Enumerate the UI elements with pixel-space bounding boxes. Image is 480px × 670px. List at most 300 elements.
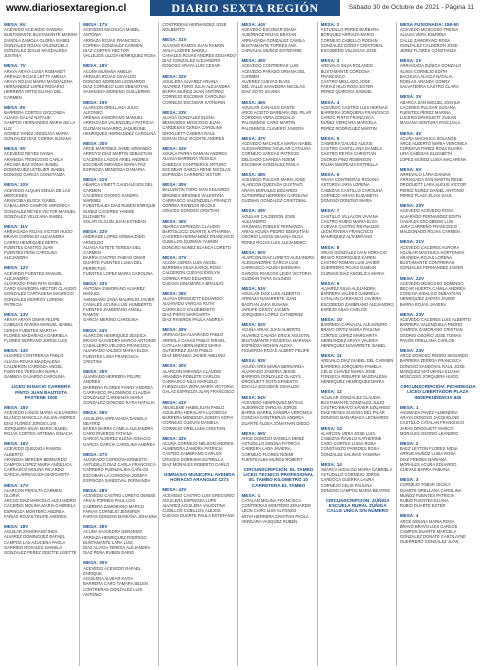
- vocal-name: RUBIO FUENTES ELIANA: [399, 498, 449, 504]
- vocal-name: BRIONES BRIONES VALENTINA: [162, 192, 224, 198]
- vocal-name: DIAZ FLORES JORGE LUIS: [4, 420, 57, 426]
- column-4: [241, 22, 317, 666]
- mesa-heading: MESA: 6: [320, 172, 340, 178]
- vocal-name: DONOSO GARCIA CONSTANZA: [4, 172, 65, 178]
- vocal-name: ESCOBEDO VILLEGAS JOSE: [320, 48, 377, 54]
- vocal-name: BARRERA SILVA KAROL ROSA: [162, 265, 222, 271]
- vocal-name: SOLAR OLGUIN JUAN ESTEBAN: [83, 218, 146, 224]
- mesa-entry: [83, 452, 157, 483]
- mesa-heading: MESA: 24V: [83, 327, 108, 333]
- vocal-name: CARRASCO ACUÑA BARBARA: [241, 265, 301, 271]
- vocal-name: OSORIO PINO ROBINSON: [320, 156, 372, 162]
- vocal-name: ALVARADO ZAMORA JESSE: [241, 368, 296, 374]
- mesa-heading: MESA: 2V: [399, 58, 422, 64]
- vocal-name: FUENTEALBA DIAZ RUBEN ENRIQUE: [83, 203, 156, 209]
- vocal-name: CASTRO MELLADO JOSE: [320, 79, 371, 85]
- vocal-name: MANRIQUEZ ALTAMIRANO: [320, 234, 373, 240]
- vocal-name: ALBORNOZ VARGAS JORGE: [241, 405, 298, 410]
- vocal-name: BARRERA JORQUERA PAMELA: [320, 363, 382, 369]
- vocal-name: JORQUERA LOPEZ CATHERINE: [241, 311, 304, 317]
- vocal-name: ARANEDA TRONCOSO CARLA: [4, 156, 64, 162]
- vocal-name: CUEVAS BARRA FABIANA: [399, 467, 450, 473]
- vocal-name: CANALES ACUÑA LUIS HUMBERTO: [83, 301, 152, 307]
- vocal-name: CONCHA HIDALGO SEBASTIAN: [399, 291, 462, 297]
- vocal-name: BRAVO BRAVO LUIS CARLOS: [399, 523, 458, 529]
- vocal-name: CACERES MOLINA MARIA GABRIELA: [4, 503, 76, 509]
- vocal-name: ALIAGA ASTETE TERESA DEL CARMEN: [83, 244, 141, 255]
- mesa-entry: [162, 400, 236, 431]
- mesa-heading: MESA: 20V: [399, 203, 425, 209]
- vocal-name: ALIAGA DROGUETT EDUARDO: [162, 296, 223, 302]
- mesa-heading: MESA: 9V: [4, 146, 26, 152]
- vocal-name: ASTUDILLO DIAZ CARLA FRANCISCA: [83, 462, 156, 468]
- vocal-name: GUTIERREZ JUAN PABLO: [162, 347, 213, 353]
- vocal-name: DUARTE ALDEA JONATHAN DIEGO: [241, 420, 310, 426]
- vocal-name: RUBIO DUARTE ESTER: [399, 503, 446, 509]
- vocal-name: CASTRO BRAVO XAVIER EDUARDO: [320, 405, 391, 410]
- vocal-name: ACEVEDO ACEVEDO SANDRA: [4, 27, 64, 33]
- vocal-name: AREVALO DIAZ ISABEL DEL CARMEN: [320, 358, 394, 364]
- vocal-name: ACUÑA CERDA LUIS ANGEL: [162, 259, 217, 265]
- vocal-name: DIAZ SOTO SILVINA: [241, 89, 281, 95]
- vocal-name: CONCHA CONTRERAS ANDREA: [241, 415, 304, 421]
- mesa-entry: [162, 487, 236, 518]
- vocal-name: CATALAN CARRASCO JAVIERA: [320, 296, 382, 302]
- vocal-name: AGUILAR GONZALEZ CLAUDIA: [320, 394, 381, 400]
- vocal-name: PEREZ ROJAS LUIS ALEJANDRO: [241, 239, 306, 245]
- vocal-name: DUARTE ORELLANA CAROLINA: [399, 487, 462, 493]
- mesa-entry: [400, 513, 476, 544]
- vocal-name: ACEVEDO ACEVEDO ROSA: [399, 208, 454, 214]
- mesa-heading: MESA: 3V: [399, 94, 422, 100]
- newspaper-masthead: DIARIO SEXTA REGIÓN: [150, 0, 340, 16]
- vocal-name: MALDONADO ROJAS CARMEN: [399, 229, 460, 235]
- vocal-name: CORNEJO ARAYA ELIZABETH: [320, 192, 379, 198]
- vocal-name: SANHUEZA MORENO GUILLERMO: [83, 89, 151, 95]
- vocal-name: ALVARADO HERRERA FELIPE ANDRES: [83, 374, 142, 385]
- vocal-name: ALVAREZ SILVA ALEJANDRA: [320, 285, 376, 291]
- vocal-name: CORREA GONZALEZ CARMEN: [83, 42, 143, 48]
- vocal-name: CORNEJO TOBAR GICELY: [399, 482, 451, 488]
- mesa-heading: MESA: 31V: [162, 37, 187, 43]
- vocal-name: ARCE MARTINEZ JAIME ARMANDO: [83, 146, 152, 152]
- mesa-entry: [241, 100, 315, 131]
- vocal-name: GONZALEZ ROJAS VALENZUELA: [4, 42, 69, 48]
- vocal-name: DIAZ PINTO MARGARITA: [162, 311, 211, 317]
- vocal-name: BARRERA CARO TAMARA BELEN: [83, 581, 148, 587]
- vocal-name: JARAS DROGUETT MARCO: [399, 425, 454, 431]
- vocal-name: ARIAS GONZALEZ IVAN HORACIO: [320, 249, 387, 255]
- vocal-name: PALOMINOS CLAVERO JAVIERA: [241, 125, 304, 131]
- vocal-name: FLORES MADARIAGA GABRIELA: [4, 332, 68, 338]
- vocal-name: CARO CORTES LUISA ROSA: [320, 441, 377, 447]
- vocal-name: DELGADO CHANDIA NOEMI: [241, 156, 296, 162]
- vocal-name: CAMPOS HERNANDEZ MARIA DE LA LUZ: [4, 120, 75, 131]
- vocal-name: ARRUE MUÑOZ LUISA ROSA: [399, 451, 456, 457]
- vocal-name: CARRASCO MOLINA RICARDO: [4, 467, 64, 473]
- vocal-name: AHUMADA ROBLES FERNANDA: [241, 223, 304, 229]
- vocal-name: MAGANA VENTURA PASCUALA: [399, 120, 461, 126]
- vocal-name: AGUILAR DIAZ LUIS ALBERTO: [241, 291, 301, 297]
- mesa-heading: MESA: 11V: [4, 223, 28, 229]
- mesa-heading: MESA: 37V: [162, 254, 187, 260]
- mesa-heading: MESA: 28V: [83, 488, 108, 494]
- vocal-name: ACEVEDO MOSCOSO FRESIA: [399, 27, 459, 33]
- vocal-name: CARDENAS CERDA CAROLINA: [162, 125, 223, 131]
- vocal-name: CONTRERAS HERNANDEZ JOSE NOLBERTO: [162, 22, 227, 33]
- mesa-entry: [321, 58, 395, 94]
- mesa-heading: MESA: 13: [320, 425, 342, 431]
- vocal-name: BAEZ LEYTON FLORES NIDIA: [399, 446, 458, 452]
- mesa-entry: [162, 327, 236, 358]
- vocal-name: CONTRERAS MONTERO EDUARDO: [241, 503, 311, 509]
- vocal-name: ALVARADO VARGAS RUTH: [162, 301, 215, 307]
- mesa-heading: MESA FUSIONADA: 158-50: [399, 22, 459, 27]
- mesa-entry: [4, 441, 78, 477]
- vocal-name: ARIAS FORNES PAUL LUIS: [83, 498, 136, 504]
- mesa-heading: MESA: 51V: [241, 285, 266, 291]
- mesa-heading: MESA: 4: [399, 513, 419, 519]
- vocal-name: FUENZALIDA ZERA MARIA VICTORIA: [162, 384, 234, 390]
- column-1: [4, 22, 80, 666]
- vocal-name: ARRIAZA ROJAS LETTY AMELIA: [4, 73, 67, 79]
- mesa-entry: [162, 110, 236, 141]
- vocal-name: ARANEDA MERCER BERNARDO: [4, 456, 67, 462]
- mesa-heading: MESA: 5V: [399, 166, 422, 172]
- vocal-name: CARO RIVEROS TATIANA: [83, 431, 133, 437]
- vocal-name: ARRIAGADA ZUÑIGA GONZALO: [399, 63, 462, 69]
- vocal-name: CANALES ROJAS ANDRES EDUARDO: [162, 53, 236, 59]
- vocal-name: MARQUEZ MATURANA ELIANA: [399, 368, 460, 374]
- vocal-name: FARIAS CORNEJO JENNIFER: [83, 508, 141, 514]
- mesa-heading: MESA: 30V: [83, 560, 108, 566]
- vocal-name: DIAZ FREDES MARIANA: [399, 456, 447, 462]
- mesa-heading: MESA: 55V: [241, 430, 266, 436]
- vocal-name: GONZALEZ DIAZ CORINA SUSANA: [4, 136, 72, 142]
- mesa-heading: MESA: 12V: [4, 265, 29, 271]
- vocal-name: ESCOBEDO ZAMBRANO ALEJANDRO: [320, 301, 394, 307]
- vocal-name: PEREZ QUIROGA SAMUEL: [320, 89, 373, 95]
- vocal-name: CABRERA LARA JAVIERA: [241, 446, 291, 452]
- dateline: Sábado 30 de Octubre de 2021 - Página 11: [348, 4, 474, 11]
- mesa-entry: [321, 317, 395, 348]
- vocal-name: CASTILLO VILLALON VIVIANA: [320, 213, 379, 219]
- mesa-entry: [321, 208, 395, 239]
- column-2: [83, 22, 159, 666]
- vocal-name: BARRERA VALENZUELA PEDRO: [399, 322, 463, 328]
- vocal-name: GONZALEZ MONROY LORENA PATRICIA: [4, 296, 64, 307]
- vocal-name: ESPEJO SILVA CARLOS: [320, 306, 367, 312]
- vocal-name: CORDOVA VERA GONZALO: [241, 115, 295, 121]
- mesa-entry: [241, 136, 315, 167]
- vocal-name: ROBLAS ARANDA CONNY: [399, 79, 451, 85]
- mesa-entry: [4, 146, 78, 177]
- vocal-name: ALESSANDRINI GARCIA LUIS: [241, 260, 299, 266]
- vocal-name: CERDA FUENTES MARTHA: [4, 327, 57, 333]
- mesa-entry: [83, 281, 157, 323]
- vocal-name: GUZMAN GONZALEZ CRISTOBAL: [241, 198, 307, 204]
- vocal-name: FUENTES CASTRO JUAN: [4, 244, 54, 250]
- mesa-heading: MESA: 29V: [83, 524, 108, 530]
- vocal-name: GONZALEZ VELIZ ANA ISABEL: [4, 213, 64, 219]
- vocal-name: ARAYA DONOSO JACQUELINE: [399, 415, 460, 421]
- vocal-name: BARRERA JORQUERA FRANCISCO: [320, 110, 390, 116]
- vocal-name: ARCE ACEITO BARBARA DEL PILAR: [241, 110, 312, 116]
- mesa-heading: MESA: 35V: [162, 182, 187, 188]
- vocal-name: HERNANDEZ LOPEZ ROSARIO: [4, 84, 65, 90]
- vocal-name: ESCOBAR GONZALEZ PAOLA: [241, 161, 300, 167]
- vocal-name: CALLE ZAMORANO ROSA: [399, 37, 451, 43]
- vocal-name: BUSTAMANTE TORRES ANA: [241, 42, 297, 48]
- mesa-entry: [83, 229, 157, 276]
- vocal-name: BORQUEZ ARRIAZA MARIO: [320, 32, 374, 38]
- vocal-name: HENRIQUEZ HENRIQUEZ MARIA: [320, 379, 385, 385]
- mesa-entry: [321, 389, 395, 420]
- vocal-name: CARDOCA GUERRA LAURA: [320, 477, 375, 483]
- vocal-name: CELIS CHAVEZ MARIA JOSE: [320, 368, 376, 374]
- vocal-name: ACEVEDO FUENTES MANUEL ALEJANDRO: [4, 270, 63, 281]
- vocal-name: ESPINOZA SANDOVAL FERNANDA: [83, 477, 151, 483]
- mesa-heading: MESA: 40V: [162, 363, 187, 369]
- vocal-name: DONOSO DONOSO MARIA: [320, 198, 373, 204]
- mesa-heading: MESA: 49V: [241, 208, 266, 214]
- mesa-heading: MESA: 23V: [399, 311, 425, 317]
- venue-heading: CIRCUNSCRIPCIÓN: ZÚÑIGA ESCUELA RURAL ZÚÑIGA CALLE ÚNICA S/N NÚMERO: [325, 498, 390, 514]
- vocal-name: ACEVEDO ALQUIN EMILIA DE LAS MERCEDES: [4, 187, 71, 198]
- vocal-name: GONZALEZ CARTAGENA MAURICIO: [4, 291, 74, 297]
- mesa-entry: [400, 58, 476, 89]
- vocal-name: ALVARADO VALDES MARIA ELISA: [83, 348, 149, 354]
- vocal-name: GONZALEZ DONATE CAROLAYNE: [399, 534, 466, 540]
- mesa-heading: MESA: 2: [399, 441, 419, 447]
- vocal-name: AGUILAR CALDERON JOSE ALEJANDRO: [241, 213, 296, 224]
- mesa-entry: [162, 436, 236, 467]
- vocal-name: BENAVIDES MOSCOSO JUAN: [162, 120, 220, 126]
- vocal-name: FUENTES ZAMORANO ANGEL RAMON: [83, 306, 142, 318]
- vocal-name: BARRERA CORTES GIOCONDA: [4, 110, 66, 116]
- mesa-heading: MESA: 12: [320, 389, 342, 395]
- vocal-name: CAMPOS ZAMORANO CRISTIAN: [399, 327, 463, 333]
- vocal-name: CASTRO CANTILLANA DANIELA: [320, 146, 383, 152]
- vocal-name: CAMPOS DUARTE MARCELA: [399, 529, 457, 535]
- mesa-heading: MESA: 32V: [162, 73, 187, 79]
- vocal-name: AGUILERA ESPINOZA LUPE: [162, 497, 217, 503]
- vocal-name: ACEVEDO MACHUCA MARIA ISABEL: [241, 141, 313, 147]
- mesa-entry: [241, 208, 315, 244]
- vocal-name: ARRIAGADA GONZALEZ CAMILA: [241, 37, 305, 43]
- mesa-entry: [321, 462, 395, 493]
- mesa-heading: MESA: 50V: [241, 249, 266, 255]
- vocal-name: DROGUETT LARA ALEXIS VICTOR: [399, 182, 467, 188]
- mesa-entry: [400, 131, 476, 162]
- vocal-name: BARTOLUCCI DUARTE KATHARINA: [162, 228, 231, 234]
- vocal-name: FUENTEALBA MUÑOZ ROBERT: [241, 456, 303, 462]
- mesa-heading: MESA: 8V: [4, 104, 26, 110]
- vocal-name: DONOSO MORENO LEONARDO: [83, 79, 146, 85]
- vocal-name: JARUFE OSSOY JACMIN: [241, 306, 290, 312]
- vocal-name: CANALES ESCOBEDO LUIS: [399, 218, 454, 224]
- vocal-name: BARRERA CARVAJAL ALEJANDRO: [320, 322, 388, 328]
- vocal-name: ABARCA VINETT CAUDALEJOS DEL CARMEN: [83, 182, 153, 193]
- vocal-name: LUCERO DROGUETT SUSAN: [399, 115, 457, 121]
- vocal-name: LIRA CABEZAS ELIZABETH: [399, 151, 453, 157]
- vocal-name: ACEVEDO MACHUCA MABEL ANTONIA: [83, 27, 140, 38]
- vocal-name: DURAN DIAZ VICENTE ANDRES: [162, 135, 225, 141]
- vocal-name: ACUÑA MUNAÑA AMELIA: [83, 68, 132, 74]
- mesa-entry: [162, 74, 236, 105]
- mesa-heading: MESA: 7: [320, 208, 340, 214]
- vocal-name: ARENAS ZAMORANO MANUEL: [83, 115, 143, 121]
- vocal-name: AGUILAR MACHUCA HORTENSIA: [399, 249, 465, 255]
- vocal-name: BUSTAMANTE GONZALEZ JULIO: [320, 399, 385, 405]
- vocal-name: ACUÑA CORNEJO NELSON ANDRES: [162, 441, 234, 447]
- mesa-heading: MESA: 1: [241, 492, 261, 498]
- vocal-name: ALARCON ORELLANA JULIO ALFONSO: [83, 104, 139, 116]
- venue-heading: GIMNASIO MUNICIPAL AVENIDA HORACIO ARANGUIZ 1273: [163, 472, 235, 483]
- vocal-name: BUSTAMANTE CORDOVA FRANCISCO: [320, 68, 370, 79]
- mesa-entry: [241, 467, 315, 488]
- vocal-name: DROGUETT SOTO ERNESTO: [241, 379, 298, 385]
- vocal-name: GONZALEZ SALINAS YASMINA: [320, 451, 381, 457]
- mesa-entry: [241, 172, 315, 203]
- vocal-name: GONZALEZ REYES VICTOR MANUEL: [4, 208, 76, 214]
- column-5: [321, 22, 397, 666]
- vocal-name: GONZALEZ FERNANDEZ JAVIER: [399, 265, 464, 271]
- vocal-name: CORNEJO FLORES NOEMI: [241, 451, 294, 457]
- mesa-entry: [162, 291, 236, 322]
- vocal-name: ARCE DONOSO PEDRO SEGUNDO: [399, 353, 469, 359]
- vocal-name: ALBORNOZ ROJAS BRAYAN: [241, 32, 297, 38]
- vocal-name: ACEVEDO CASTRO LUIS GREGORIO: [162, 492, 235, 498]
- vocal-name: GONZALEZ CALDERON JOSE: [399, 42, 458, 48]
- vocal-name: CUBILLOS CUBILLOS ALEJOS: [162, 508, 221, 514]
- mesa-entry: [400, 348, 476, 379]
- vocal-name: CORREA PINO EDUARDO: [162, 275, 213, 281]
- mesa-entry: [83, 560, 157, 596]
- mesa-entry: [4, 348, 78, 379]
- mesa-entry: [400, 384, 476, 400]
- vocal-name: CUEVAS DINAMARCA BRAULIO: [162, 280, 224, 286]
- mesa-heading: MESA: 1: [399, 404, 419, 410]
- mesa-entry: [4, 483, 78, 519]
- mesa-heading: MESA: 53V: [241, 358, 266, 364]
- vocal-name: ALVAREZ TORO JULIA ALEJANDRA: [162, 84, 231, 90]
- mesa-entry: [321, 245, 395, 276]
- mesa-entry: [400, 405, 476, 436]
- vocal-name: ACUÑA ARIS MARIA BERNARDA: [241, 363, 304, 369]
- mesa-entry: [400, 477, 476, 508]
- vocal-name: CABEZAS RAVELO KATHERINE: [320, 436, 382, 442]
- venue-heading: CIRCUNSCRIPCIÓN: PICHIDEGUA LICEO LIBERTADOR PLAZA INDEPENDENCIA 840: [400, 384, 476, 400]
- site-url[interactable]: www.diariosextaregion.cl: [6, 3, 127, 14]
- vocal-name: ALVES CORNEJO EDITH: [399, 68, 448, 74]
- vocal-name: ARAYA MORALES EDUARDO: [241, 187, 298, 193]
- mesa-entry: [400, 94, 476, 125]
- vocal-name: ALVARADO CORDOVA ERNESTO: [83, 457, 148, 463]
- vocal-name: GALAZ ESPINOZA JUAN FRANCISCO: [162, 389, 235, 395]
- vocal-name: ALIAGA GONZALEZ ELENA: [162, 115, 215, 121]
- vocal-name: CUEVAS DUARTE PAULA ESTEFANIA: [162, 513, 235, 519]
- vocal-name: ARROYO DIAZ MARTIN SEBASTIAN: [83, 151, 153, 157]
- mesa-entry: [4, 224, 78, 260]
- vocal-name: ZAMOLA ZAMOLA GLORIA ISABEL: [4, 37, 71, 43]
- mesa-entry: [241, 58, 315, 94]
- vocal-name: ACEVEDO CACERES AURORA: [399, 244, 460, 250]
- vocal-name: ACUÑA MACHUCA SOLANGE: [399, 135, 457, 141]
- mesa-heading: MESA: 18V: [83, 63, 108, 69]
- vocal-name: CACERES OSORIO SANDRA MARIBEL: [83, 192, 139, 204]
- vocal-name: AGUILA PARRA DAMIAN ANDRES: [162, 151, 227, 157]
- mesa-entry: [321, 353, 395, 384]
- vocal-name: ARAYA ROJAS MARIA MAGDALENA: [4, 79, 73, 85]
- vocal-name: GONZALEZ CARDENAS MARIA: [83, 395, 144, 400]
- vocal-name: ESPINOZA MENDOZA DAMARIA: [83, 167, 145, 173]
- vocal-name: MOSCOSO JORQUERA HUGO: [399, 373, 459, 379]
- vocal-name: ALARCON DIAZ LORETO ALEJANDRA: [241, 254, 315, 260]
- vocal-name: ACUÑA SAAVEDRA GERARDO: [83, 529, 142, 535]
- vocal-name: BARRERA MENDOZA JOSEFA SOFIA: [162, 415, 234, 421]
- mesa-entry: [241, 395, 315, 426]
- vocal-name: ACEVEDO QUEZADA RAMON ALBERTO: [4, 446, 62, 457]
- vocal-name: ACEVEDO CACERES LUIS ALBERTO: [399, 316, 471, 322]
- vocal-name: GUZMAN NAVARRO JAQUELINE: [83, 125, 146, 131]
- mesa-heading: MESA: 24V: [399, 347, 425, 353]
- mesa-heading: MESA: 4: [320, 99, 340, 105]
- vocal-name: AGUILERA ALVEAR KATIA: [83, 576, 134, 582]
- vocal-name: PALMA MADRIAZA ESTRELLA: [320, 161, 379, 167]
- mesa-heading: MESA: 25V: [83, 368, 108, 374]
- vocal-name: CABRERA ZAMORANO MARCO: [83, 503, 144, 509]
- mesa-entry: [400, 441, 476, 472]
- mesa-heading: MESA: 20V: [83, 141, 108, 147]
- vocal-name: GONZALEZ JESUS MAGDALENA JUSTINA: [4, 48, 68, 59]
- vocal-name: CAROC PINTO FRANCISCA: [320, 115, 374, 121]
- vocal-name: HERRERA ORTIZ ELIANA DEL CARMEN: [4, 89, 62, 100]
- mesa-heading: MESA: 22V: [83, 229, 108, 235]
- vocal-name: CABEZAS CASTILLO CAROLINA: [320, 187, 383, 193]
- vocal-name: FLORES SERRANO JORGE LUIS: [4, 337, 68, 343]
- mesa-entry: [162, 255, 236, 286]
- mesa-entry: [321, 22, 395, 53]
- vocal-name: ACEVEDO LANCE MARIA ALEJANDRA: [4, 410, 78, 416]
- mesa-heading: MESA: 43V: [162, 487, 187, 493]
- vocal-name: BASTIAN JARA SUSANA: [241, 301, 289, 307]
- mesa-entry: [400, 167, 476, 198]
- vocal-name: BARRERA FLORES FANNY ANDREA: [83, 384, 153, 390]
- vocal-name: ARRIAGADA SAN MARTIN RENE: [399, 177, 463, 183]
- mesa-heading: MESA: 47V: [241, 135, 266, 141]
- vocal-name: CASTRO ZAMBRANO CARLOS: [162, 451, 222, 457]
- mesa-entry: [4, 63, 78, 99]
- vocal-name: ESPINOZA MOHAN ALEXA: [241, 342, 293, 348]
- vocal-name: GOMEZ YAÑEZ ANGELICA MARIA: [4, 130, 69, 136]
- vocal-name: DONOSO MADARIAGA LEONARDO: [320, 415, 389, 421]
- mesa-entry: [162, 472, 236, 482]
- vocal-name: FARIAS ROJAS FELIPE ANDRES: [4, 513, 67, 519]
- vocal-name: ACEVEDO HENRIQUEZ MATIAS: [241, 399, 303, 405]
- column-6: [400, 22, 476, 666]
- mesa-entry: [83, 141, 157, 172]
- mesa-heading: MESA: 7V: [4, 63, 26, 69]
- vocal-name: ASTUDILLO CORNEJO JORGE: [320, 472, 380, 478]
- mesa-heading: MESA: 21V: [83, 177, 108, 183]
- vocal-name: GUERRERO ROJAS DAMIAN: [320, 265, 377, 271]
- vocal-name: ESCOBAR LA CORDOVA JOSEFA: [83, 472, 148, 478]
- mesa-heading: MESA: 26V: [83, 410, 108, 416]
- vocal-name: AGUILERA ALVAREZ ARIANA: [162, 78, 218, 84]
- vocal-name: ACEVEDO CASTRO LUIS HERNAN: [320, 104, 388, 110]
- mesa-entry: [162, 146, 236, 177]
